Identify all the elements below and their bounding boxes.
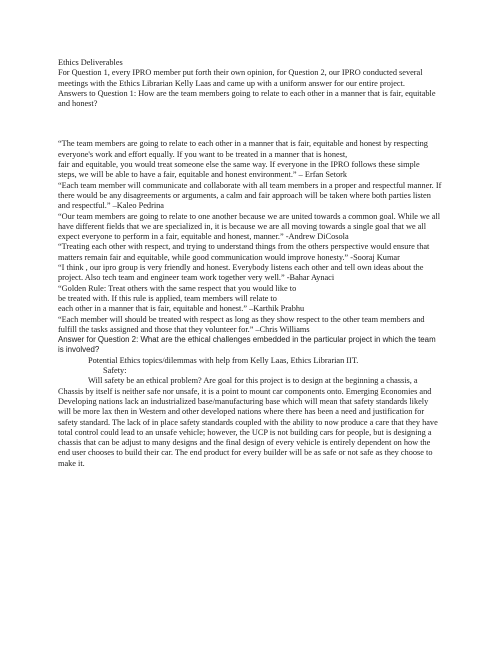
answer-sooraj: “Treating each other with respect, and trying to understand things from the others perspective would ensure that matters remain fair and equitable, while good communication would improve honesty.” -Sooraj Kumar (58, 242, 430, 262)
answer-chris: “Each member will should be treated with respect as long as they show respect to the other team members and fulfill the tasks assigned and those that they volunteer for.” –Chris Williams (58, 314, 425, 334)
answer-erfan-line-2: fair and equitable, you would treat someone else the same way. If everyone in the IPRO follows these simple (58, 160, 420, 170)
answer-erfan-line-3: steps, we will be able to have a fair, equitable and honest environment.” – Erfan Setork (58, 170, 348, 180)
answer-karthik-line-2: be treated with. If this rule is applied, team members will relate to (58, 293, 277, 303)
safety-paragraph: Will safety be an ethical problem? Are goal for this project is to design at the beginning a chassis, a Chassis by itself is neither safe nor unsafe, it is a point to mount car components onto. Emerging Economies and Developing nations lack an industrialized base/manufacturing base which will mean that safety standards likely will be more lax then in Western and other developed nations where there has been a need and justification for safety standard. The lack of in place safety standards coupled with the ability to now produce a care that they have total control could lead to an unsafe vehicle; however, the UCP is not building cars for people, but is designing a chassis that can be adjust to many designs and the final design of every vehicle is entirely dependent on how the end user chooses to build their car. The end product for every builder will be as safe or not safe as they choose to make it. (58, 376, 438, 468)
answer-erfan-line-1: “The team members are going to relate to each other in a manner that is fair, equitable and honest by respecting everyone's work and effort equally. If you want to be treated in a manner that is honest, (58, 139, 428, 159)
answer-bahar: “I think , our ipro group is very friendly and honest. Everybody listens each other and tell own ideas about the project. Also tech team and engineer team work together very well.” -Bahar Aynaci (58, 263, 424, 283)
doc-title: Ethics Deliverables (58, 58, 123, 67)
answer-karthik-line-3: each other in a manner that is fair, equitable and honest.” –Karthik Prabhu (58, 304, 305, 314)
safety-label: Safety: (103, 366, 127, 376)
intro-paragraph: For Question 1, every IPRO member put forth their own opinion, for Question 2, our IPRO conducted several meetings with the Ethics Librarian Kelly Laas and came up with a uniform answer for our entire project. (58, 68, 423, 88)
question-1-heading: Answers to Question 1: How are the team members going to relate to each other in a manner that is fair, equitable and honest? (58, 88, 436, 109)
answer-karthik-line-1: “Golden Rule: Treat others with the same respect that you would like to (58, 283, 297, 293)
answer-andrew: “Our team members are going to relate to one another because we are united towards a common goal. While we all have different fields that we are specialized in, it is because we are all moving towards a single goal that we all expect everyone to perform in a fair, equitable and honest, manner.” -Andrew DiCosola (58, 211, 441, 242)
ethics-topics-line: Potential Ethics topics/dilemmas with help from Kelly Laas, Ethics Librarian IIT. (88, 355, 359, 365)
question-2-heading: Answer for Question 2: What are the ethical challenges embedded in the particular project in which the team is involved? (58, 335, 436, 355)
answer-kaleo: “Each team member will communicate and collaborate with all team members in a proper and respectful manner. If there would be any disagreements or arguments, a calm and fair approach will be taken where both parties listen and respectful.” –Kaleo Pedrina (58, 180, 442, 211)
spacer (58, 109, 442, 139)
